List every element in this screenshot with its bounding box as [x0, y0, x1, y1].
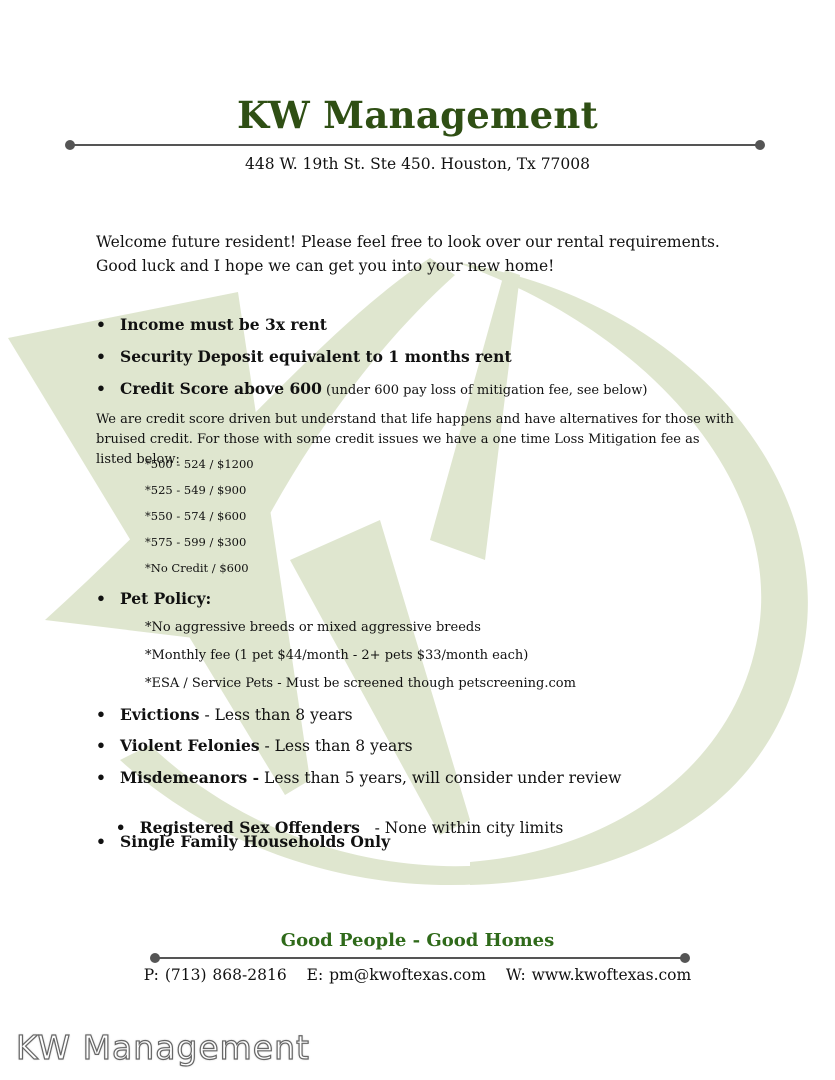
footer-divider — [155, 957, 685, 959]
bullet-icon: • — [96, 705, 106, 724]
credit-fee-item: *550 - 574 / $600 — [145, 509, 247, 523]
credit-fee-item: *500 - 524 / $1200 — [145, 457, 254, 471]
footer-divider-dot-right — [680, 953, 690, 963]
list-item: • Evictions - Less than 8 years — [96, 705, 353, 724]
bullet-icon: • — [96, 736, 106, 755]
bullet-icon: • — [96, 589, 106, 608]
welcome-paragraph: Welcome future resident! Please feel free to look over our rental requirements. Good luck and I hope we can get you into your new home! — [96, 233, 720, 275]
bullet-icon: • — [96, 315, 106, 334]
credit-fee-item: *575 - 599 / $300 — [145, 535, 247, 549]
contact-website: W: www.kwoftexas.com — [505, 966, 692, 984]
list-item: • Security Deposit equivalent to 1 months rent — [96, 347, 512, 366]
footer-divider-dot-left — [150, 953, 160, 963]
list-item: • Single Family Households Only — [96, 832, 391, 851]
pet-policy-item: *Monthly fee (1 pet $44/month - 2+ pets $33/month each) — [145, 648, 529, 663]
list-item: • Violent Felonies - Less than 8 years — [96, 736, 413, 755]
bullet-icon: • — [96, 768, 106, 787]
header-divider-dot-left — [65, 140, 75, 150]
footer-contact — [0, 966, 835, 984]
list-item: • Registered Sex Offenders - None within city limits — [115, 818, 564, 837]
contact-email: E: pm@kwoftexas.com — [306, 966, 486, 984]
bullet-icon: • — [96, 379, 106, 398]
list-item: • Credit Score above 600 (under 600 pay loss of mitigation fee, see below) — [96, 379, 648, 398]
pet-policy-item: *No aggressive breeds or mixed aggressive breeds — [145, 620, 481, 635]
contact-phone: P: (713) 868-2816 — [143, 966, 287, 984]
bullet-icon: • — [115, 818, 126, 837]
credit-fee-item: *525 - 549 / $900 — [145, 483, 247, 497]
header-divider-dot-right — [755, 140, 765, 150]
list-item: • Misdemeanors - Less than 5 years, will consider under review — [96, 768, 622, 787]
footer-tagline: Good People - Good Homes — [280, 930, 555, 951]
bullet-icon: • — [96, 347, 106, 366]
pet-policy-item: *ESA / Service Pets - Must be screened though petscreening.com — [145, 676, 576, 691]
corner-watermark-text: KW Management — [16, 1028, 310, 1067]
header-divider — [70, 144, 760, 146]
bullet-icon: • — [96, 832, 106, 851]
credit-fee-item: *No Credit / $600 — [145, 561, 249, 575]
list-item: • Income must be 3x rent — [96, 315, 327, 334]
pet-policy-heading: • Pet Policy: — [96, 589, 212, 608]
company-title: KW Management — [236, 93, 599, 137]
company-address: 448 W. 19th St. Ste 450. Houston, Tx 77008 — [244, 155, 591, 173]
credit-note: We are credit score driven but understand that life happens and have alternatives for those with bruised credit. For those with some credit issues we have a one time Loss Mitigation fee as listed below: — [96, 412, 734, 467]
